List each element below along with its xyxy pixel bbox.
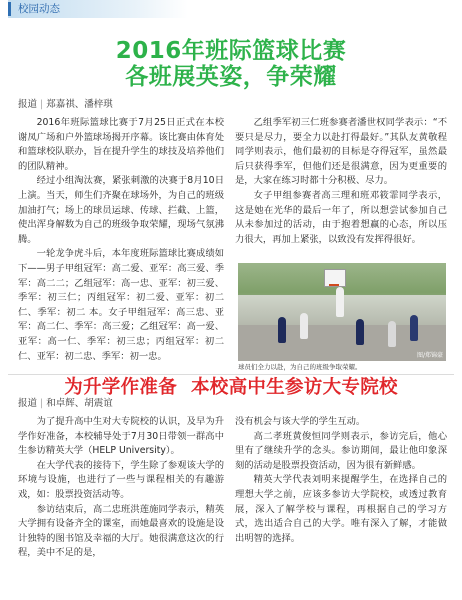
paragraph: 女子甲组参赛者高三理和班邓筱霏同学表示，这是她在光华的最后一年了，所以想尝试参加自己从未参加过的活动，由于抱着想赢的心态，所以压力很大，再加上紧张，以致没有发挥得很好。: [235, 189, 447, 245]
paragraph: 精英大学代表刘明来提醒学生，在选择自己的理想大学之前，应该多参访大学院校，或透过教育展，深入了解学校与课程，再根据自己的学习方式，选出适合自己的大学。唯有深入了解，才能做出明智的选择。: [235, 474, 447, 544]
paragraph: 一轮龙争虎斗后，本年度班际篮球比赛成绩如下——男子甲组冠军：高二爱、亚军：高三爱、季军：高二二；乙组冠军：高一忠、亚军：初三爱、季军：初三仁；丙组冠军：初二爱、亚军：初二仁、季军：初二 本。女子甲组冠军：高三忠、亚军：高二仁、季军：高三爱；乙组冠军：高一爱、亚军：高一仁、季军：初三忠；丙组冠军：初二仁、亚军：初二忠、季军：初一忠。: [18, 248, 224, 362]
article2-column-1: [18, 415, 224, 561]
paragraph: 2016年班际篮球比赛于7月25日正式在本校谢凤广场和户外篮球场揭开序幕。该比赛由体育处和篮球校队联办，旨在提升学生的球技及培养他们的团队精神。: [18, 117, 224, 172]
player-figure: [336, 287, 344, 317]
byline-names: 郑嘉祺、潘梓琪: [46, 99, 113, 110]
paragraph: 在大学代表的接待下，学生除了参观该大学的环境与设施，也进行了一些与课程相关的有趣游戏，如：股票投资活动等。: [18, 459, 224, 500]
player-figure: [388, 321, 396, 347]
player-figure: [410, 315, 418, 341]
byline-label: 报道: [18, 398, 38, 409]
article1-title-line1: 2016年班际篮球比赛: [115, 38, 347, 64]
photo-caption: 球员们全力以赴，为自己的班级争取荣耀。: [238, 363, 362, 371]
section-tag: [8, 0, 188, 18]
section-label: 校园动态: [18, 3, 60, 15]
paragraph: 参访结束后，高二忠班洪莲施同学表示，精英大学拥有设备齐全的课室，而她最喜欢的设施是设计独特的图书馆及幸福的大厅。她很满意这次的行程，美中不足的是，: [18, 503, 224, 559]
paragraph: 没有机会与该大学的学生互动。: [235, 416, 366, 427]
article1-byline: 报道 | 郑嘉祺、潘梓琪: [18, 99, 113, 110]
paragraph: 为了提升高中生对大专院校的认识，及早为升学作好准备，本校辅导处于7月30日带领一群高中生参访精英大学（HELP University）。: [18, 416, 224, 457]
paragraph: 乙组季军初三仁班参赛者潘世权同学表示：“不要只是尽力，要全力以赴打得最好。”其队友黄敬程同学则表示，他们最初的目标是夺得冠军，虽然最后只获得季军，但他们还是很满意，因为更重要的是，大家在练习时都十分积极、尽力。: [235, 117, 447, 187]
article1-column-2: [235, 116, 447, 247]
section-tag-bar: [8, 2, 11, 16]
byline-names: 和卓辉、胡震谊: [46, 398, 113, 409]
basketball-photo: [238, 263, 446, 361]
paragraph: 经过小组淘汰赛，紧张刺激的决赛于8月10日上演。当天，师生们齐聚在球场外，为自己的班级加油打气；场上的球员运球、传球、拦截、上篮，使出浑身解数为自己的班级争取荣耀，现场气氛沸腾。: [18, 175, 224, 245]
article1-column-1: [18, 116, 224, 364]
article1-title-line2: 各班展英姿，争荣耀: [125, 64, 337, 90]
byline-label: 报道: [18, 99, 38, 110]
article2-title-part1: 为升学作准备: [64, 377, 177, 398]
article2-title-part2: 本校高中生参访大专院校: [191, 377, 398, 398]
player-figure: [356, 319, 364, 345]
player-figure: [278, 317, 286, 343]
paragraph: 高二孝班黄俊恒同学则表示，参访完后，他心里有了继续升学的念头。参访期间，最让他印象深刻的活动是股票投资活动，因为很有新鲜感。: [235, 430, 447, 471]
article2-title: [0, 377, 462, 399]
player-figure: [300, 313, 308, 339]
article2-byline: 报道 | 和卓辉、胡震谊: [18, 398, 113, 409]
photo-credit: 图/郑锦豪: [416, 352, 443, 359]
article2-column-2: [235, 415, 447, 546]
section-divider: [8, 374, 454, 375]
